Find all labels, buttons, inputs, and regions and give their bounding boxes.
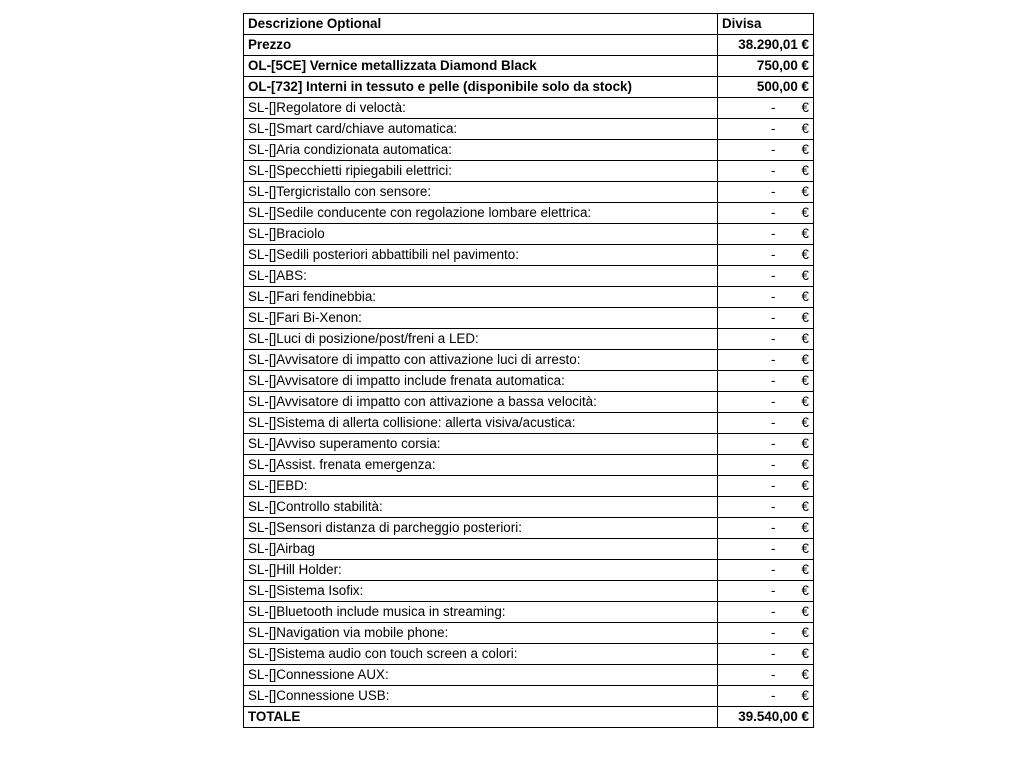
row-value bbox=[718, 644, 814, 665]
option-row bbox=[244, 77, 814, 98]
row-value bbox=[718, 455, 814, 476]
euro-symbol: € bbox=[801, 142, 809, 157]
table-row bbox=[244, 686, 814, 707]
empty-value-dash: - bbox=[771, 310, 776, 325]
euro-symbol: € bbox=[801, 331, 809, 346]
empty-value-dash: - bbox=[771, 478, 776, 493]
row-value bbox=[718, 182, 814, 203]
row-label: SL-[]Connessione AUX: bbox=[244, 665, 718, 686]
table-row bbox=[244, 518, 814, 539]
empty-value-dash: - bbox=[771, 184, 776, 199]
row-value bbox=[718, 98, 814, 119]
row-label: SL-[]Navigation via mobile phone: bbox=[244, 623, 718, 644]
row-value bbox=[718, 581, 814, 602]
euro-symbol: € bbox=[801, 289, 809, 304]
row-value bbox=[718, 308, 814, 329]
empty-value-dash: - bbox=[771, 268, 776, 283]
empty-value-dash: - bbox=[771, 520, 776, 535]
euro-symbol: € bbox=[801, 100, 809, 115]
row-value bbox=[718, 518, 814, 539]
table-row bbox=[244, 161, 814, 182]
row-label: SL-[]Smart card/chiave automatica: bbox=[244, 119, 718, 140]
empty-value-dash: - bbox=[771, 142, 776, 157]
row-label: SL-[]Airbag bbox=[244, 539, 718, 560]
euro-symbol: € bbox=[801, 562, 809, 577]
row-value bbox=[718, 224, 814, 245]
table-row bbox=[244, 266, 814, 287]
empty-value-dash: - bbox=[771, 499, 776, 514]
euro-symbol: € bbox=[801, 394, 809, 409]
empty-value-dash: - bbox=[771, 163, 776, 178]
euro-symbol: € bbox=[801, 478, 809, 493]
euro-symbol: € bbox=[801, 604, 809, 619]
row-label: SL-[]Sensori distanza di parcheggio posteriori: bbox=[244, 518, 718, 539]
row-label: SL-[]Avvisatore di impatto include frenata automatica: bbox=[244, 371, 718, 392]
row-value bbox=[718, 203, 814, 224]
row-value bbox=[718, 329, 814, 350]
row-value: 500,00 € bbox=[718, 77, 814, 98]
row-label: SL-[]Fari Bi-Xenon: bbox=[244, 308, 718, 329]
empty-value-dash: - bbox=[771, 205, 776, 220]
euro-symbol: € bbox=[801, 121, 809, 136]
table-row bbox=[244, 560, 814, 581]
table-row bbox=[244, 287, 814, 308]
table-row bbox=[244, 245, 814, 266]
row-label: SL-[]Connessione USB: bbox=[244, 686, 718, 707]
row-value bbox=[718, 266, 814, 287]
euro-symbol: € bbox=[801, 541, 809, 556]
row-value bbox=[718, 686, 814, 707]
row-label: OL-[732] Interni in tessuto e pelle (disponibile solo da stock) bbox=[244, 77, 718, 98]
table-row bbox=[244, 224, 814, 245]
table-row bbox=[244, 329, 814, 350]
euro-symbol: € bbox=[801, 226, 809, 241]
empty-value-dash: - bbox=[771, 247, 776, 262]
table-row bbox=[244, 182, 814, 203]
row-value bbox=[718, 602, 814, 623]
row-value bbox=[718, 539, 814, 560]
row-label: SL-[]Regolatore di veloctà: bbox=[244, 98, 718, 119]
euro-symbol: € bbox=[801, 520, 809, 535]
euro-symbol: € bbox=[801, 373, 809, 388]
row-label: SL-[]Sedile conducente con regolazione lombare elettrica: bbox=[244, 203, 718, 224]
empty-value-dash: - bbox=[771, 289, 776, 304]
empty-value-dash: - bbox=[771, 373, 776, 388]
row-label: SL-[]EBD: bbox=[244, 476, 718, 497]
euro-symbol: € bbox=[801, 184, 809, 199]
row-label: OL-[5CE] Vernice metallizzata Diamond Black bbox=[244, 56, 718, 77]
table-row bbox=[244, 140, 814, 161]
euro-symbol: € bbox=[801, 457, 809, 472]
euro-symbol: € bbox=[801, 688, 809, 703]
euro-symbol: € bbox=[801, 499, 809, 514]
empty-value-dash: - bbox=[771, 226, 776, 241]
row-label: SL-[]Sistema di allerta collisione: allerta visiva/acustica: bbox=[244, 413, 718, 434]
row-label: SL-[]Tergicristallo con sensore: bbox=[244, 182, 718, 203]
empty-value-dash: - bbox=[771, 352, 776, 367]
euro-symbol: € bbox=[801, 583, 809, 598]
empty-value-dash: - bbox=[771, 625, 776, 640]
empty-value-dash: - bbox=[771, 646, 776, 661]
row-label: SL-[]Avviso superamento corsia: bbox=[244, 434, 718, 455]
empty-value-dash: - bbox=[771, 604, 776, 619]
row-label: SL-[]Aria condizionata automatica: bbox=[244, 140, 718, 161]
row-value bbox=[718, 434, 814, 455]
euro-symbol: € bbox=[801, 268, 809, 283]
empty-value-dash: - bbox=[771, 331, 776, 346]
row-value bbox=[718, 119, 814, 140]
empty-value-dash: - bbox=[771, 667, 776, 682]
table-row bbox=[244, 434, 814, 455]
row-label: SL-[]Fari fendinebbia: bbox=[244, 287, 718, 308]
euro-symbol: € bbox=[801, 646, 809, 661]
row-label: SL-[]Sedili posteriori abbattibili nel pavimento: bbox=[244, 245, 718, 266]
table-row bbox=[244, 371, 814, 392]
row-value bbox=[718, 623, 814, 644]
empty-value-dash: - bbox=[771, 457, 776, 472]
row-label: SL-[]Controllo stabilità: bbox=[244, 497, 718, 518]
euro-symbol: € bbox=[801, 310, 809, 325]
euro-symbol: € bbox=[801, 625, 809, 640]
empty-value-dash: - bbox=[771, 583, 776, 598]
optional-table-body bbox=[244, 14, 814, 707]
euro-symbol: € bbox=[801, 352, 809, 367]
row-label: SL-[]Bluetooth include musica in streaming: bbox=[244, 602, 718, 623]
price-row bbox=[244, 35, 814, 56]
row-value bbox=[718, 371, 814, 392]
table-row bbox=[244, 455, 814, 476]
row-label: SL-[]ABS: bbox=[244, 266, 718, 287]
total-label: TOTALE bbox=[244, 707, 718, 728]
optional-list-sheet bbox=[243, 13, 813, 728]
header-currency-cell: Divisa bbox=[718, 14, 814, 35]
table-row bbox=[244, 413, 814, 434]
euro-symbol: € bbox=[801, 163, 809, 178]
row-value bbox=[718, 287, 814, 308]
row-label: SL-[]Specchietti ripiegabili elettrici: bbox=[244, 161, 718, 182]
row-value bbox=[718, 497, 814, 518]
row-label: SL-[]Sistema Isofix: bbox=[244, 581, 718, 602]
row-label: Prezzo bbox=[244, 35, 718, 56]
table-row bbox=[244, 203, 814, 224]
table-row bbox=[244, 392, 814, 413]
total-value: 39.540,00 € bbox=[718, 707, 814, 728]
total-row bbox=[244, 707, 814, 728]
table-row bbox=[244, 476, 814, 497]
row-value bbox=[718, 161, 814, 182]
header-description-cell: Descrizione Optional bbox=[244, 14, 718, 35]
euro-symbol: € bbox=[801, 205, 809, 220]
table-row bbox=[244, 308, 814, 329]
row-label: SL-[]Assist. frenata emergenza: bbox=[244, 455, 718, 476]
empty-value-dash: - bbox=[771, 688, 776, 703]
table-row bbox=[244, 581, 814, 602]
table-row bbox=[244, 644, 814, 665]
empty-value-dash: - bbox=[771, 121, 776, 136]
empty-value-dash: - bbox=[771, 415, 776, 430]
row-value bbox=[718, 140, 814, 161]
table-row bbox=[244, 119, 814, 140]
row-value bbox=[718, 665, 814, 686]
empty-value-dash: - bbox=[771, 436, 776, 451]
row-label: SL-[]Avvisatore di impatto con attivazione a bassa velocità: bbox=[244, 392, 718, 413]
header-row bbox=[244, 14, 814, 35]
row-label: SL-[]Braciolo bbox=[244, 224, 718, 245]
row-value bbox=[718, 476, 814, 497]
row-value bbox=[718, 350, 814, 371]
option-row bbox=[244, 56, 814, 77]
table-row bbox=[244, 623, 814, 644]
table-row bbox=[244, 539, 814, 560]
euro-symbol: € bbox=[801, 667, 809, 682]
euro-symbol: € bbox=[801, 247, 809, 262]
table-row bbox=[244, 350, 814, 371]
row-value bbox=[718, 560, 814, 581]
row-value: 750,00 € bbox=[718, 56, 814, 77]
row-label: SL-[]Sistema audio con touch screen a colori: bbox=[244, 644, 718, 665]
row-value bbox=[718, 245, 814, 266]
row-value: 38.290,01 € bbox=[718, 35, 814, 56]
table-row bbox=[244, 665, 814, 686]
table-row bbox=[244, 497, 814, 518]
row-value bbox=[718, 392, 814, 413]
row-label: SL-[]Hill Holder: bbox=[244, 560, 718, 581]
euro-symbol: € bbox=[801, 415, 809, 430]
empty-value-dash: - bbox=[771, 541, 776, 556]
table-row bbox=[244, 98, 814, 119]
row-label: SL-[]Luci di posizione/post/freni a LED: bbox=[244, 329, 718, 350]
row-value bbox=[718, 413, 814, 434]
euro-symbol: € bbox=[801, 436, 809, 451]
empty-value-dash: - bbox=[771, 562, 776, 577]
row-label: SL-[]Avvisatore di impatto con attivazione luci di arresto: bbox=[244, 350, 718, 371]
table-row bbox=[244, 602, 814, 623]
empty-value-dash: - bbox=[771, 394, 776, 409]
empty-value-dash: - bbox=[771, 100, 776, 115]
optional-table bbox=[243, 13, 814, 728]
